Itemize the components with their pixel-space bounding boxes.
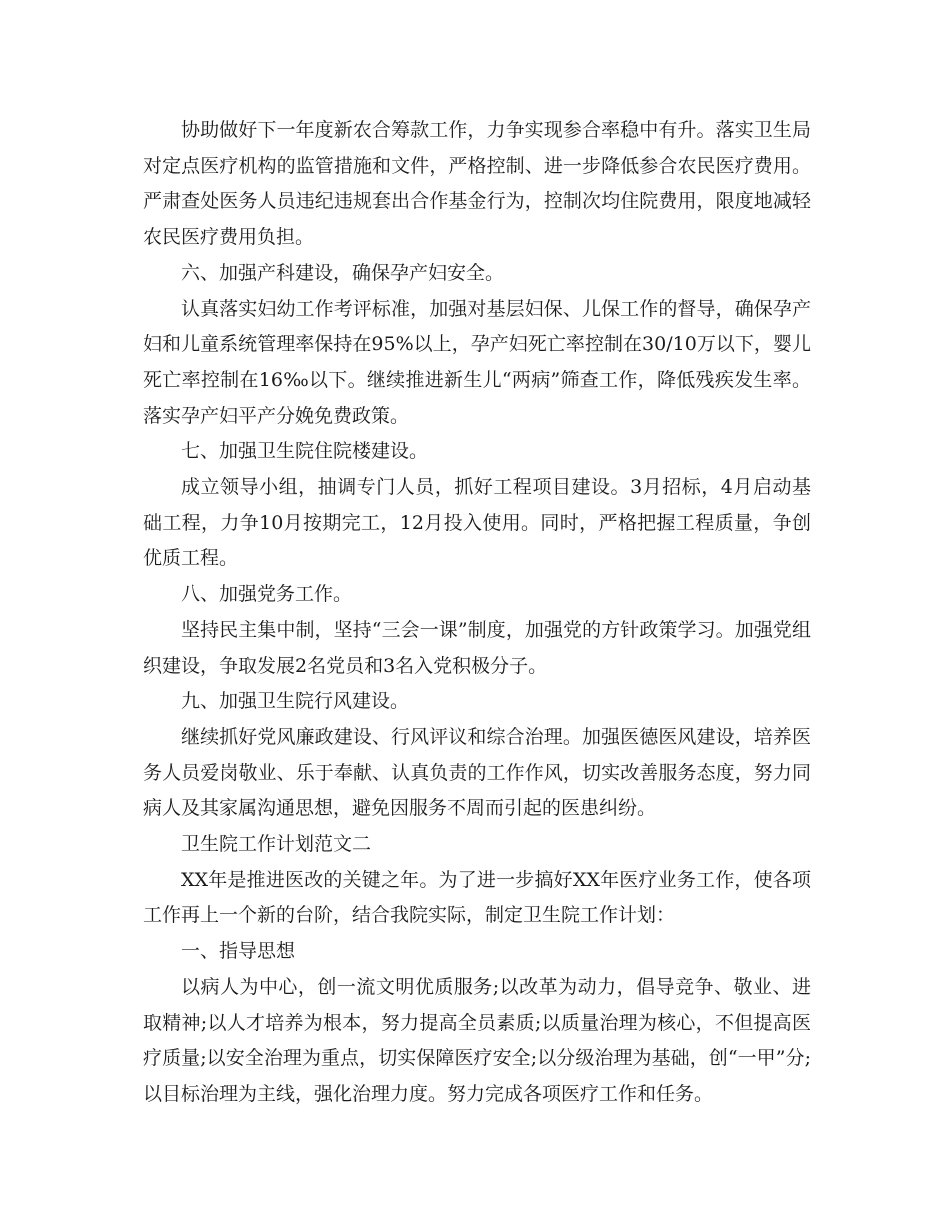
heading-inpatient-building: 七、加强卫生院住院楼建设。 [181,440,429,463]
paragraph-party-building: 坚持民主集中制，坚持“三会一课”制度，加强党的方针政策学习。加强党组织建设，争取发展2名党员和3名入党积极分子。 [143,618,811,677]
paragraph-reform-year: XX年是推进医改的关键之年。为了进一步搞好XX年医疗业务工作，使各项工作再上一个新的台阶，结合我院实际，制定卫生院工作计划： [143,868,811,927]
heading-conduct: 九、加强卫生院行风建设。 [181,690,410,713]
paragraph-medical-ethics: 继续抓好党风廉政建设、行风评议和综合治理。加强医德医风建设，培养医务人员爱岗敬业、乐于奉献、认真负责的工作作风，切实改善服务态度，努力同病人及其家属沟通思想，避免因服务不周而引起的医患纠纷。 [143,725,811,820]
document-page [143,113,811,1113]
paragraph-construction-schedule: 成立领导小组，抽调专门人员，抓好工程项目建设。3月招标，4月启动基础工程，力争10月按期完工，12月投入使用。同时，严格把握工程质量，争创优质工程。 [143,476,811,570]
paragraph-ncms-funding: 协助做好下一年度新农合筹款工作，力争实现参合率稳中有升。落实卫生局对定点医疗机构的监管措施和文件，严格控制、进一步降低参合农民医疗费用。严肃查处医务人员违纪违规套出合作基金行为，控制次均住院费用，限度地减轻农民医疗费用负担。 [143,119,811,249]
paragraph-maternal-child-health: 认真落实妇幼工作考评标准，加强对基层妇保、儿保工作的督导，确保孕产妇和儿童系统管理率保持在95%以上，孕产妇死亡率控制在30/10万以下，婴儿死亡率控制在16‰以下。继续推进新生儿“两病”筛查工作，降低残疾发生率。落实孕产妇平产分娩免费政策。 [143,297,811,427]
heading-sample-two: 卫生院工作计划范文二 [181,833,372,856]
heading-obstetrics: 六、加强产科建设，确保孕产妇安全。 [181,261,505,284]
heading-party-affairs: 八、加强党务工作。 [181,583,353,606]
heading-guiding-ideology: 一、指导思想 [181,940,296,963]
paragraph-service-principles: 以病人为中心，创一流文明优质服务;以改革为动力，倡导竞争、敬业、进取精神;以人才培养为根本，努力提高全员素质;以质量治理为核心，不但提高医疗质量;以安全治理为重点，切实保障医疗安全;以分级治理为基础，创“一甲”分;以目标治理为主线，强化治理力度。努力完成各项医疗工作和任务。 [143,975,811,1105]
